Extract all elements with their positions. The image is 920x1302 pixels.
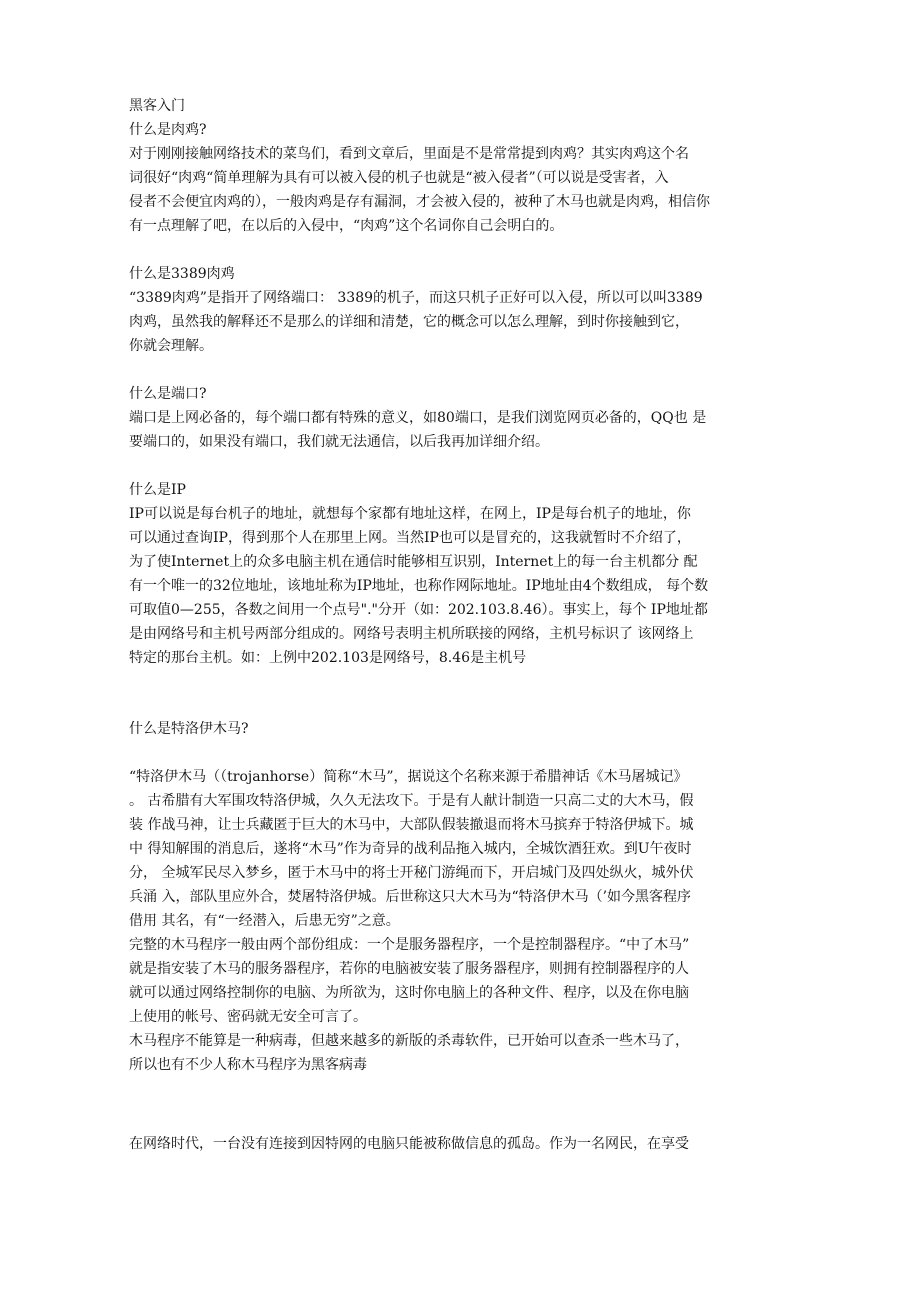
paragraph-line: 要端口的，如果没有端口，我们就无法通信，以后我再加详细介绍。 [129, 434, 549, 450]
section-heading: 什么是肉鸡? [129, 122, 207, 138]
paragraph-line: IP可以说是每台机子的地址，就想每个家都有地址这样，在网上，IP是每台机子的地址，你 [129, 506, 691, 522]
paragraph-line: 可取值0—255，各数之间用一个点号"."分开（如：202.103.8.46）。事实上，每个 IP地址都 [129, 602, 708, 618]
section-heading: 什么是3389肉鸡 [129, 266, 235, 282]
paragraph-line: 有一点理解了吧，在以后的入侵中，“肉鸡”这个名词你自己会明白的。 [129, 218, 564, 234]
paragraph-line: 完整的木马程序一般由两个部份组成：一个是服务器程序，一个是控制器程序。“中了木马” [129, 937, 690, 953]
document-page [129, 94, 809, 1156]
spacer [129, 238, 809, 262]
paragraph-line: 所以也有不少人称木马程序为黑客病毒 [129, 1057, 367, 1073]
spacer [129, 454, 809, 478]
paragraph-line: 木马程序不能算是一种病毒，但越来越多的新版的杀毒软件，已开始可以查杀一些木马了， [129, 1033, 689, 1049]
paragraph-line: 对于刚刚接触网络技术的菜鸟们，看到文章后，里面是不是常常提到肉鸡？其实肉鸡这个名 [129, 146, 689, 162]
spacer [129, 741, 809, 765]
paragraph-line: “特洛伊木马（（trojanhorse）简称“木马”，据说这个名称来源于希腊神话《木马屠城记》 [129, 769, 688, 785]
paragraph-line: 在网络时代，一台没有连接到因特网的电脑只能被称做信息的孤岛。作为一名网民，在享受 [129, 1136, 689, 1152]
paragraph-line: 端口是上网必备的，每个端口都有特殊的意义，如80端口，是我们浏览网页必备的，QQ也 是 [129, 410, 707, 426]
section-heading: 什么是IP [129, 482, 186, 498]
paragraph-line: 是由网络号和主机号两部分组成的。网络号表明主机所联接的网络，主机号标识了 该网络上 [129, 626, 694, 642]
spacer [129, 358, 809, 382]
paragraph-line: 你就会理解。 [129, 338, 213, 354]
paragraph-line: 中 得知解围的消息后，遂将“木马”作为奇异的战利品拖入城内，全城饮酒狂欢。到U午夜时 [129, 841, 692, 857]
paragraph-line: 有一个唯一的32位地址，该地址称为IP地址，也称作网际地址。IP地址由4个数组成， 每个数 [129, 578, 709, 594]
section-heading: 什么是端口? [129, 386, 207, 402]
doc-title: 黑客入门 [129, 98, 185, 114]
paragraph-line: 就是指安装了木马的服务器程序，若你的电脑被安装了服务器程序，则拥有控制器程序的人 [129, 961, 689, 977]
paragraph-line: 。 古希腊有大军围攻特洛伊城，久久无法攻下。于是有人献计制造一只高二丈的大木马，假 [129, 793, 694, 809]
paragraph-line: 兵涌 入，部队里应外合，焚屠特洛伊城。后世称这只大木马为“特洛伊木马（’如今黑客程序 [129, 889, 692, 905]
paragraph-line: 词很好“肉鸡“简单理解为具有可以被入侵的机子也就是“被入侵者”（可以说是受害者，入 [129, 170, 669, 186]
paragraph-line: 为了使Internet上的众多电脑主机在通信时能够相互识别，Internet上的每一台主机都分 配 [129, 554, 698, 570]
paragraph-line: 装 作战马神，让士兵藏匿于巨大的木马中，大部队假装撤退而将木马摈弃于特洛伊城下。城 [129, 817, 694, 833]
section-heading: 什么是特洛伊木马? [129, 721, 249, 737]
paragraph-line: 上使用的帐号、密码就无安全可言了。 [129, 1009, 367, 1025]
paragraph-line: 可以通过查询IP，得到那个人在那里上网。当然IP也可以是冒充的，这我就暂时不介绍了， [129, 530, 691, 546]
paragraph-line: 肉鸡，虽然我的解释还不是那么的详细和清楚，它的概念可以怎么理解，到时你接触到它， [129, 314, 689, 330]
paragraph-line: 借用 其名，有“一经潜入，后患无穷”之意。 [129, 913, 400, 929]
spacer [129, 670, 809, 717]
paragraph-line: 分， 全城军民尽入梦乡，匿于木马中的将士开秘门游绳而下，开启城门及四处纵火，城外伏 [129, 865, 694, 881]
paragraph-line: 就可以通过网络控制你的电脑、为所欲为，这时你电脑上的各种文件、程序，以及在你电脑 [129, 985, 689, 1001]
spacer [129, 1077, 809, 1132]
paragraph-line: 侵者不会便宜肉鸡的），一般肉鸡是存有漏洞，才会被入侵的，被种了木马也就是肉鸡，相信你 [129, 194, 710, 210]
paragraph-line: “3389肉鸡”是指开了网络端口： 3389的机子，而这只机子正好可以入侵，所以可以叫3389 [129, 290, 703, 306]
paragraph-line: 特定的那台主机。如：上例中202.103是网络号，8.46是主机号 [129, 650, 527, 666]
